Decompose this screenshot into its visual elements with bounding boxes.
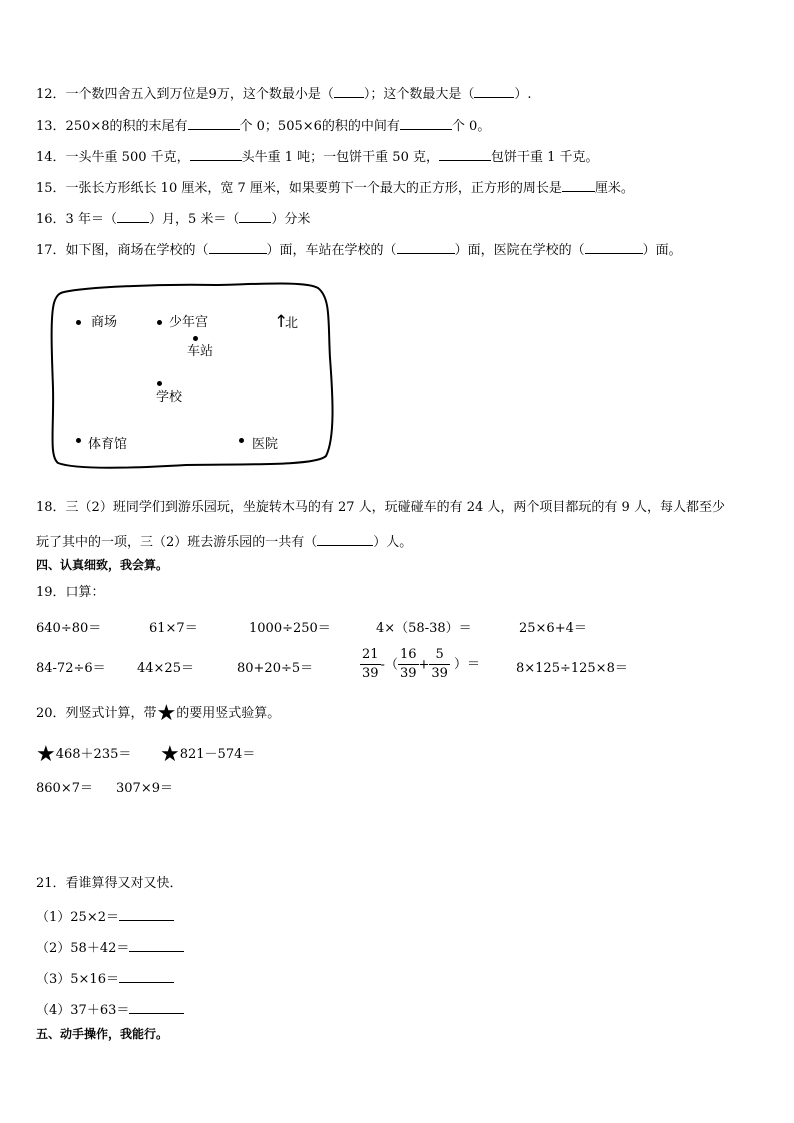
fraction: $\frac{5}{39}$: [431, 647, 448, 682]
q21-item: （4）37＋63＝: [36, 1001, 184, 1017]
answer-blank[interactable]: [119, 970, 174, 983]
answer-blank[interactable]: [400, 117, 452, 130]
hospital-dot: [239, 438, 244, 443]
q19-row1-item: 61×7＝: [149, 621, 198, 636]
q21-item: （2）58＋42＝: [36, 939, 184, 955]
answer-blank[interactable]: [190, 148, 242, 161]
question-19-title: 19．口算：: [36, 585, 105, 600]
answer-blank[interactable]: [334, 85, 364, 98]
q20-item: 307×9＝: [116, 781, 173, 796]
question-16: 16．3 年＝（ ）月，5 米＝（ ）分米: [36, 212, 311, 227]
hospital-label: 医院: [252, 437, 279, 452]
section-5-heading: 五、动手操作，我能行。: [36, 1027, 169, 1041]
q21-item: （3）5×16＝: [36, 970, 174, 986]
station-label: 车站: [187, 344, 214, 359]
answer-blank[interactable]: [439, 148, 491, 161]
fraction: $\frac{21}{39}$: [362, 647, 379, 682]
school-label: 学校: [156, 390, 183, 405]
youth-palace-dot: [157, 320, 162, 325]
q19-row1-item: 25×6+4＝: [519, 621, 587, 636]
q20-starred-item: ★821－574＝: [160, 742, 256, 767]
answer-blank[interactable]: [239, 210, 271, 223]
answer-blank[interactable]: [474, 85, 514, 98]
q19-fraction-expression: $\frac{21}{39}$ -（ $\frac{16}{39}$ + $\frac{5}{39}$ ）＝: [362, 647, 480, 682]
star-icon: ★: [156, 701, 177, 726]
q21-item: （1）25×2＝: [36, 908, 174, 924]
youth-palace-label: 少年宫: [169, 315, 209, 330]
section-4-heading: 四、认真细致，我会算。: [36, 558, 169, 572]
q20-item: 860×7＝: [36, 781, 93, 796]
gym-dot: [76, 438, 81, 443]
question-21-title: 21．看谁算得又对又快．: [36, 876, 183, 891]
mall-label: 商场: [91, 315, 118, 330]
answer-blank[interactable]: [562, 179, 595, 192]
answer-blank[interactable]: [117, 210, 149, 223]
answer-blank[interactable]: [209, 241, 267, 254]
answer-blank[interactable]: [397, 241, 455, 254]
station-dot: [193, 336, 198, 341]
question-13: 13．250×8的积的末尾有 个 0；505×6的积的中间有 个 0。: [36, 119, 491, 134]
answer-blank[interactable]: [129, 1001, 184, 1014]
question-18-line2: 玩了其中的一项，三（2）班去游乐园的一共有（ ）人。: [36, 535, 413, 550]
q19-row1-item: 1000÷250＝: [249, 621, 331, 636]
answer-blank[interactable]: [188, 117, 240, 130]
mall-dot: [76, 320, 81, 325]
north-arrow-icon: ↑: [274, 312, 289, 332]
answer-blank[interactable]: [317, 533, 373, 546]
star-icon: ★: [160, 742, 180, 767]
q19-row2-item: 84-72÷6＝: [36, 661, 106, 676]
question-15: 15．一张长方形纸长 10 厘米，宽 7 厘米，如果要剪下一个最大的正方形，正方形的周长是 厘米。: [36, 181, 634, 196]
question-20-title: 20．列竖式计算，带★的要用竖式验算。: [36, 701, 281, 726]
star-icon: ★: [36, 742, 56, 767]
q19-row1-item: 4×（58-38）＝: [376, 621, 472, 636]
question-12: 12．一个数四舍五入到万位是9万，这个数最小是（ ）；这个数最大是（ ）.: [36, 87, 532, 102]
north-label: 北: [285, 316, 299, 331]
q19-row2-item: 44×25＝: [137, 661, 194, 676]
q20-starred-item: ★468＋235＝: [36, 742, 132, 767]
answer-blank[interactable]: [129, 939, 184, 952]
q19-row1-item: 640÷80＝: [36, 621, 102, 636]
q19-row2-item: 8×125÷125×8＝: [516, 661, 628, 676]
answer-blank[interactable]: [585, 241, 643, 254]
fraction: $\frac{16}{39}$: [399, 647, 417, 682]
gym-label: 体育馆: [88, 437, 128, 452]
q19-row2-item: 80+20÷5＝: [237, 661, 314, 676]
question-17: 17．如下图，商场在学校的（ ）面，车站在学校的（ ）面，医院在学校的（ ）面。: [36, 243, 682, 258]
direction-map: [46, 278, 336, 473]
question-18-line1: 18．三（2）班同学们到游乐园玩，坐旋转木马的有 27 人，玩碰碰车的有 24 人，两个项目都玩的有 9 人，每人都至少: [36, 500, 725, 515]
question-14: 14．一头牛重 500 千克， 头牛重 1 吨；一包饼干重 50 克， 包饼干重 1 千克。: [36, 150, 599, 165]
school-dot: [157, 381, 162, 386]
answer-blank[interactable]: [119, 908, 174, 921]
